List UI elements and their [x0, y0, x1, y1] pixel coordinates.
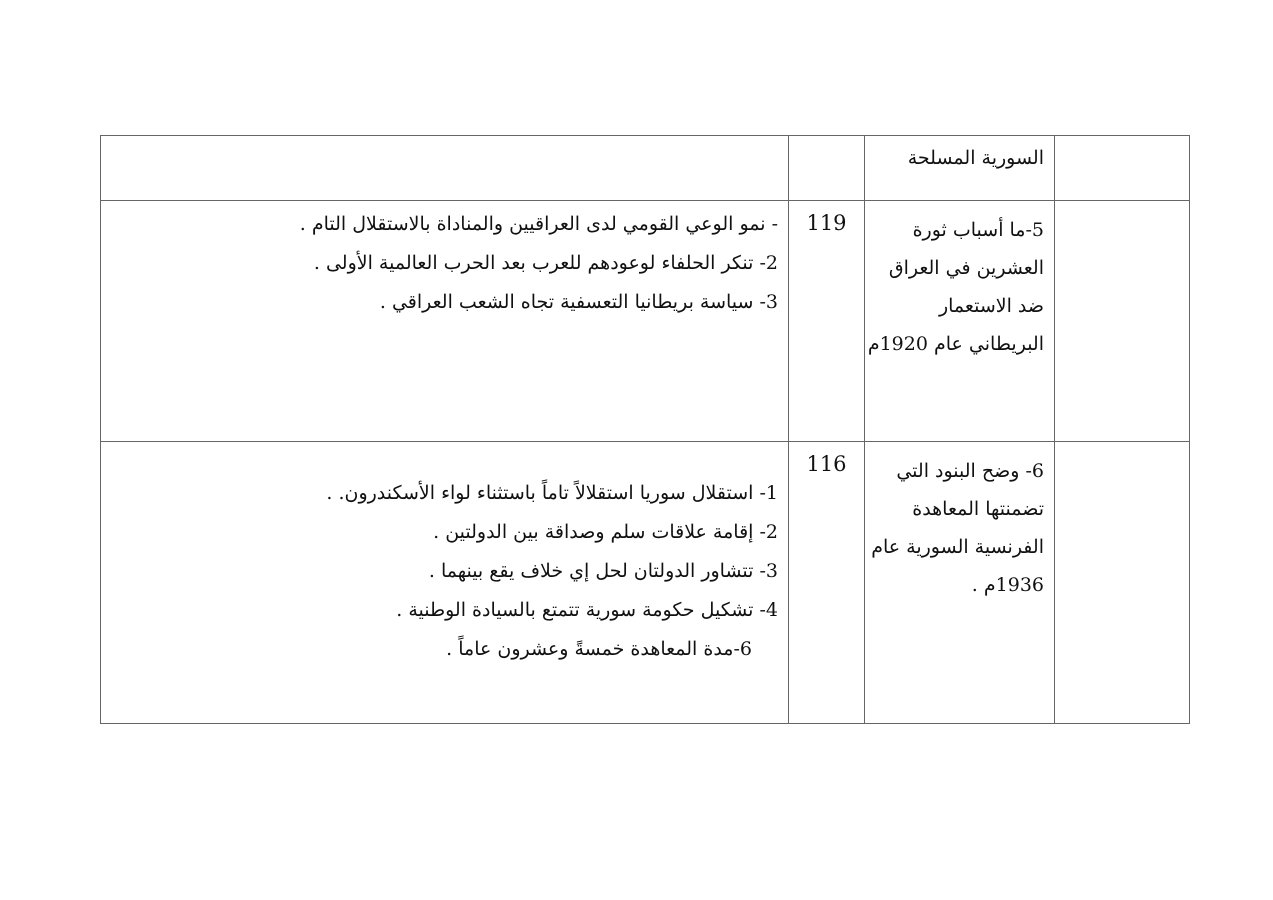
answer-line: 2- تنكر الحلفاء لوعودهم للعرب بعد الحرب العالمية الأولى .: [313, 252, 778, 274]
row-number-cell: [1055, 136, 1190, 201]
page-number: 116: [806, 452, 847, 476]
table-row: [101, 201, 1190, 442]
question-line: البريطاني عام 1920م: [867, 333, 1044, 355]
answer-cell: [101, 136, 789, 201]
page-cell: [789, 201, 865, 442]
answer-cell: [101, 201, 789, 442]
question-cell: [865, 201, 1055, 442]
answer-line: 3- تتشاور الدولتان لحل إي خلاف يقع بينهما .: [428, 560, 778, 582]
answer-line: 4- تشكيل حكومة سورية تتمتع بالسيادة الوطنية .: [396, 599, 778, 621]
question-line: تضمنتها المعاهدة: [912, 498, 1044, 520]
answers-table: [100, 135, 1190, 724]
answer-line: 6-مدة المعاهدة خمسةً وعشرون عاماً .: [446, 638, 752, 660]
question-cell: [865, 136, 1055, 201]
question-line: ضد الاستعمار: [938, 295, 1044, 317]
table-row: [101, 442, 1190, 724]
answer-cell: [101, 442, 789, 724]
page-number: [789, 136, 864, 146]
question-line: 6- وضح البنود التي: [896, 460, 1044, 482]
question-line: الفرنسية السورية عام: [871, 536, 1044, 558]
row-number-cell: [1055, 442, 1190, 724]
question-line: السورية المسلحة: [907, 147, 1044, 169]
page-cell: [789, 136, 865, 201]
answer-line: 3- سياسة بريطانيا التعسفية تجاه الشعب العراقي .: [379, 291, 778, 313]
question-line: 5-ما أسباب ثورة: [912, 219, 1044, 241]
row-number-cell: [1055, 201, 1190, 442]
question-line: 1936م .: [971, 574, 1044, 596]
answer-line: 1- استقلال سوريا استقلالاً تاماً باستثناء لواء الأسكندرون. .: [326, 482, 778, 504]
page-number: 119: [806, 211, 847, 235]
table-row: [101, 136, 1190, 201]
page-cell: [789, 442, 865, 724]
question-line: العشرين في العراق: [888, 257, 1044, 279]
question-cell: [865, 442, 1055, 724]
answer-line: - نمو الوعي القومي لدى العراقيين والمناداة بالاستقلال التام .: [299, 213, 778, 235]
answer-line: 2- إقامة علاقات سلم وصداقة بين الدولتين .: [433, 521, 778, 543]
